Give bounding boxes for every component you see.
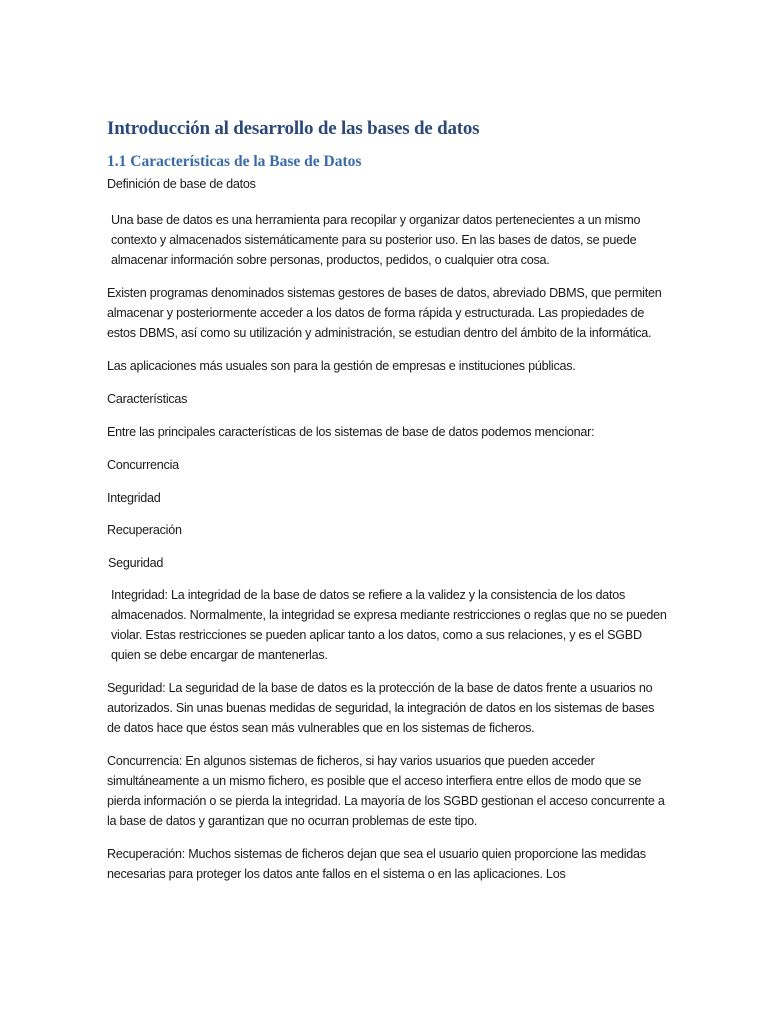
list-item-integridad: Integridad <box>107 490 161 505</box>
paragraph-applications: Las aplicaciones más usuales son para la gestión de empresas e instituciones públicas. <box>107 359 576 373</box>
paragraph-recuperacion: Recuperación: Muchos sistemas de ficheros dejan que sea el usuario quien proporcione las medidas necesarias para proteger los datos ante fallos en el sistema o en las aplicaciones. Los <box>107 847 646 881</box>
paragraph-integridad: Integridad: La integridad de la base de datos se refiere a la validez y la consistencia de los datos almacenados. Normalmente, la integridad se expresa mediante restricciones o reglas que no se pueden violar. Estas restricciones se pueden aplicar tanto a los datos, como a sus relaciones, y es el SGBD quien se debe encargar de mantenerlas. <box>111 588 667 662</box>
list-item-concurrencia: Concurrencia <box>107 458 179 472</box>
document-title: Introducción al desarrollo de las bases de datos <box>107 118 480 139</box>
characteristics-label: Características <box>107 392 188 406</box>
document-body <box>107 118 667 897</box>
paragraph-seguridad: Seguridad: La seguridad de la base de datos es la protección de la base de datos frente a usuarios no autorizados. Sin unas buenas medidas de seguridad, la integración de datos en los sistemas de bases de datos hace que éstos sean más vulnerables que en los sistemas de ficheros. <box>107 681 655 735</box>
list-item-recuperacion: Recuperación <box>107 523 182 537</box>
paragraph-concurrencia: Concurrencia: En algunos sistemas de ficheros, si hay varios usuarios que pueden acceder simultáneamente a un mismo fichero, es posible que el acceso interfiera entre ellos de modo que se pierda información o se pierda la integridad. La mayoría de los SGBD gestionan el acceso concurrente a la base de datos y garantizan que no ocurran problemas de este tipo. <box>107 754 665 828</box>
definition-label: Definición de base de datos <box>107 177 256 191</box>
characteristics-intro: Entre las principales características de los sistemas de base de datos podemos mencionar: <box>107 425 595 439</box>
section-heading: 1.1 Características de la Base de Datos <box>107 153 362 170</box>
paragraph-dbms: Existen programas denominados sistemas gestores de bases de datos, abreviado DBMS, que permiten almacenar y posteriormente acceder a los datos de forma rápida y estructurada. Las propiedades de estos DBMS, así como su utilización y administración, se estudian dentro del ámbito de la informática. <box>107 286 662 340</box>
list-item-seguridad: Seguridad <box>108 555 164 570</box>
paragraph-definition: Una base de datos es una herramienta para recopilar y organizar datos pertenecientes a un mismo contexto y almacenados sistemáticamente para su posterior uso. En las bases de datos, se puede almacenar información sobre personas, productos, pedidos, o cualquier otra cosa. <box>111 213 641 267</box>
